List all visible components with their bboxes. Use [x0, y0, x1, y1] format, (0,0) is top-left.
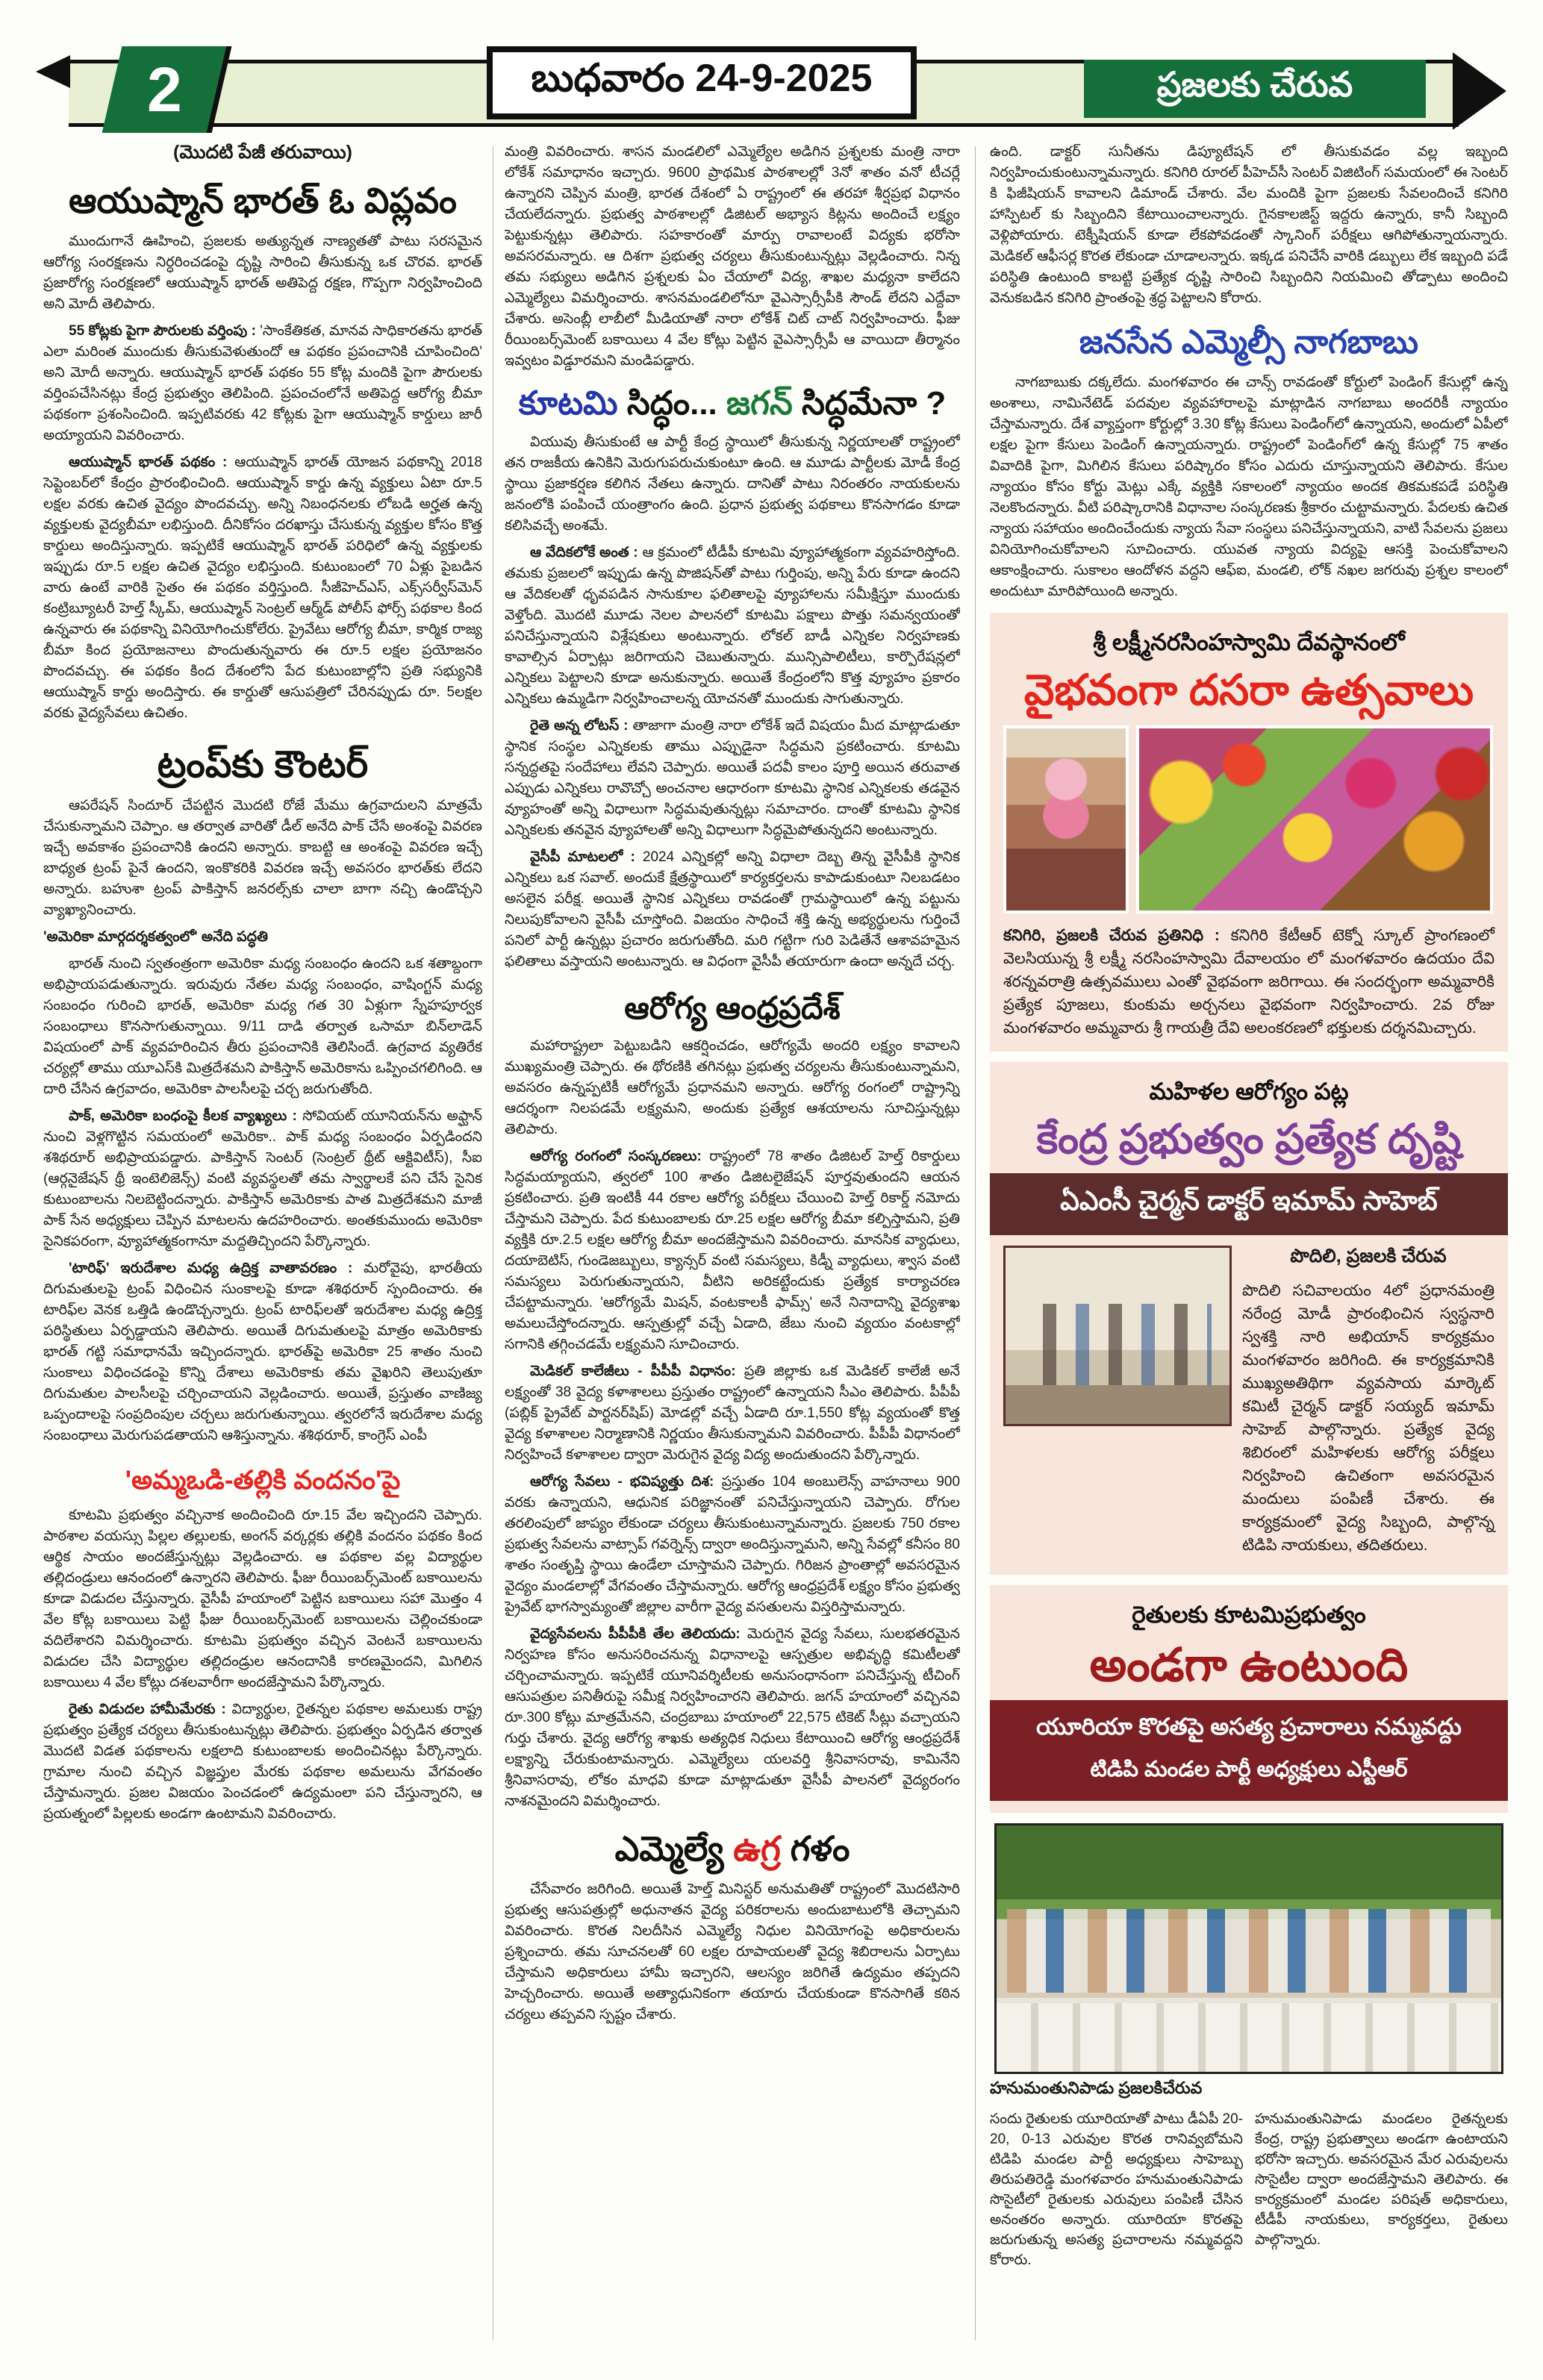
farmers-report	[990, 2109, 1508, 2276]
dasara-report: కనిగిరి, ప్రజలకి చేరువ ప్రతినిధి : కనిగిరి కేటీఆర్ టెక్నో స్కూల్ ప్రాంగణంలో వెలసియున్న శ్రీ లక్ష్మీ నరసింహస్వామి దేవాలయం లో మంగళవారం ఉదయం దేవి శరన్నవరాత్రి ఉత్సవములు ఎంతో వైభవంగా జరిగాయి. ఈ సందర్భంగా అమ్మవారికి ప్రత్యేక పూజలు, కుంకుమ అర్చనలు వైభవంగా నిర్వహించారు. 2వ రోజు మంగళవారం అమ్మవారు శ్రీ గాయత్రీ దేవి అలంకరణలో భక్తులకు దర్శనమిచ్చారు.	[1003, 927, 1495, 1037]
farmers-attribution-bar	[990, 1700, 1508, 1801]
paragraph: కూటమి ప్రభుత్వం వచ్చినాక అందించింది రూ.15 వేల ఇచ్చిందని చెప్పారు. పాఠశాల వయస్సు పిల్లల తల్లులకు, అంగన్ వర్కర్లకు తల్లికి వందనం పథకం కింద ఆర్థిక సాయం అందజేస్తున్నట్లు వెల్లడించారు. ఆ పథకాల వల్ల విద్యార్థుల తల్లిదండ్రులు ఆనందంలో ఉన్నారని తెలిపారు. ఫీజు రీయింబర్స్‌మెంట్ బకాయిలను కూడా విడుదల చేస్తున్నారు. వైసీపీ హయాంలో పెట్టిన బకాయిలు సహా మొత్తం 4 వేల కోట్ల బకాయిలు పెట్టి ఫీజు రీయింబర్స్‌మెంట్ బకాయిలను చెల్లించకుండా వదిలేశారని విమర్శించారు. కూటమి ప్రభుత్వం వచ్చిన వెంటనే బకాయిలను విడుదల చేసి విద్యార్థుల తల్లిదండ్రుల ఆనందానికి కారణమైందని, మిగిలిన బకాయిలు 4 వేల కోట్లు దశలవారీగా అందజేస్తామని పేర్కొన్నారు.	[43, 1507, 482, 1690]
paragraph: ఉంది. డాక్టర్ సునీతను డిప్యూటేషన్ లో తీసుకువడం వల్ల ఇబ్బంది నిర్వహించుకుంటున్నామన్నారు. కనిగిరి రూరల్ పీహెచ్‌సీ సెంటర్ విజిటింగ్ సమయంలో ఈ సెంటర్ కి ఫిజీషియన్ కావాలని డిమాండ్ చేశారు. వేల మందికి పైగా ప్రజలకు సేవలందించే కనిగిరి హాస్పిటల్ కు సిబ్బందిని కేటాయించాలన్నారు. గైనకాలజిస్ట్ ఇద్దరు ఉన్నారు, కానీ సిబ్బంది వెళ్లిపోయారు. టెక్నీషియన్ కూడా లేకపోవడంతో స్కానింగ్ పరీక్షలు ఆగిపోతున్నాయన్నారు. మెడికల్ ఆఫీసర్ల కొరత లేకుండా చూడాలన్నారు. ఇక్కడ పనిచేసే వారికి డబ్బులు లేక ఇబ్బంది పడే పరిస్థితి ఉంటుంది కాబట్టి ప్రత్యేక దృష్టి సారించి సిబ్బందిని నియమించి తోడ్పాటు అందించి వెనుకబడిన కనిగిరి ప్రాంతంపై శ్రద్ధ పెట్టాలని కోరారు.	[990, 144, 1508, 306]
band-left-arrow-icon	[36, 55, 70, 88]
column-2	[505, 142, 960, 2362]
headline-janasena-nagababu: జనసేన ఎమ్మెల్సీ నాగబాబు	[1079, 324, 1419, 360]
page-number-badge	[102, 46, 232, 133]
headline-mla-ugra-galam: ఎమ్మెల్యే ఉగ్ర గళం	[614, 1829, 850, 1869]
headline-arogya-andhrapradesh: ఆరోగ్య ఆంధ్రప్రదేశ్	[624, 990, 841, 1026]
paragraph: పాక్, అమెరికా బంధంపై కీలక వ్యాఖ్యలు : సోవియట్ యూనియన్‌ను అఫ్ఘాన్ నుంచి వెళ్లగొట్టిన సమయంలో అమెరికా.. పాక్ మధ్య సంబంధం ఏర్పడిందని శశిథరూర్ అభిప్రాయపడ్డారు. పాకిస్తాన్ సెంటర్ (సెంట్రల్ థ్రీట్ ఆక్టివిటీస్), సీఐ (ఆర్గనైజేషన్ థ్రీ ఇంటెలిజెన్స్) వంటి వ్యవస్థలతో తమ స్వార్థాలకే పని చేసే సైనిక కుటుంబాలను నిలబెట్టిందన్నారు. పాకిస్తాన్ అమెరికాకు పాత మిత్రదేశమని మాజీ పాక్ సేన అధ్యక్షులు చెప్పిన మాటలను ఉదహరించారు. అంతకుముందు అమెరికా సైనికపరంగా, వ్యూహాత్మకంగానూ మద్దతిచ్చిందని పేర్కొన్నారు.	[43, 1108, 482, 1249]
paragraph: హనుమంతునిపాడు మండలం రైతన్నలకు కేంద్ర, రాష్ట్ర ప్రభుత్వాలు అండగా ఉంటాయని భరోసా ఇచ్చారు. అవసరమైన మేర ఎరువులను సొసైటీల ద్వారా అందజేస్తామని తెలిపారు. ఈ కార్యక్రమంలో మండల పరిషత్ అధికారులు, టీడీపీ నాయకులు, కార్యకర్తలు, రైతులు పాల్గొన్నారు.	[1255, 2111, 1508, 2248]
health-photo-row	[1003, 1246, 1494, 1563]
headline-kutami-siddham: కూటమి సిద్ధం... జగన్ సిద్ధమేనా ?	[518, 385, 947, 422]
paragraph: ముందుగానే ఊహించి, ప్రజలకు అత్యున్నత నాణ్యతతో పాటు సరసమైన ఆరోగ్య సంరక్షణను నిర్ధరించడంపై దృష్టి సారించి తీసుకున్న ఒక చొరవ. భారత్ ప్రజారోగ్య సంరక్షణలో ఆయుష్మాన్ భారత్ అతిపెద్ద రక్షణ, గొప్పగా నిర్వహించింది అని మోదీ తెలిపారు.	[43, 233, 482, 312]
masthead-title: ప్రజలకు చేరువ	[1156, 65, 1353, 104]
paragraph: రైతు విడుదల హామీమేరకు : విద్యార్థుల, రైతన్నల పథకాల అమలుకు రాష్ట్ర ప్రభుత్వం ప్రత్యేక చర్యలు తీసుకుంటున్నట్లు తెలిపారు. ప్రభుత్వం ఏర్పడిన తర్వాత మొదటి విడత పథకాలను లక్షలాది కుటుంబాలకు అందించినట్లు పేర్కొన్నారు. గ్రామాల నుంచి వచ్చిన విజ్ఞప్తుల మేరకు పథకాల అమలును వేగవంతం చేస్తామన్నారు. ప్రజల విజయం పెంచడంలో ఉద్యమంలా పని చేస్తున్నారని, ఆ ప్రయత్నంలో పిల్లలకు అండగా ఉంటామని వివరించారు.	[43, 1701, 482, 1822]
dasara-feature-box	[990, 613, 1508, 1052]
continuation-note: (మొదటి పేజీ తరువాయి)	[173, 142, 352, 163]
column-divider	[975, 146, 976, 2340]
paragraph: నాగబాబుకు దక్కలేదు. మంగళవారం ఈ చాన్స్ రావడంతో కోర్టులో పెండింగ్ కేసుల్లో ఉన్న అంశాలు, నామినేటెడ్ పదవుల వ్యవహారాలపై మాట్లాడిన నాగబాబు అందరికీ న్యాయం చేస్తామన్నారు. దేశ వ్యాప్తంగా కోర్టుల్లో 3.30 కోట్ల కేసులు పెండింగ్‌లో ఉన్నాయని, అందులో ఏపీలో లక్షల పైగా కేసులు పెండింగ్ ఉన్నాయన్నారు. రాష్ట్రంలో పెండింగ్‌లో ఉన్న కేసుల్లో 75 శాతం వివాదికి పైగా, మిగిలిన కేసులు పరిష్కారం కోసం ఎదురు చూస్తున్నాయని తెలిపారు. కేసుల న్యాయం కోసం కోర్టు మెట్లు ఎక్కే వ్యక్తికి సకాలంలో న్యాయం అందక తికమకపడే పరిస్థితి నెలకొందన్నారు. వీటి పరిష్కారానికి విధానాల సంస్కరణకు శ్రీకారం చుట్టామన్నారు. పేదలకు ఉచిత న్యాయ సహాయం అందించేందుకు న్యాయ సేవా సంస్థలు పనిచేస్తున్నాయని, వాటి సేవలను ప్రజలు వినియోగించుకోవాలని సూచించారు. యువత న్యాయ విద్యపై ఆసక్తి పెంచుకోవాలని ఆకాంక్షించారు. సుకాలం ఆందోళన వద్దని ఆఫ్ఐ, మండలి, లోక్ నఖల జగరువు ప్రశ్నల కాలంలో అందుటూ మారిపోయింది అన్నారు.	[990, 375, 1508, 600]
health-byline: పొదిలి, ప్రజలకి చేరువ	[1290, 1245, 1447, 1266]
paragraph: ఆరోగ్య సేవలు - భవిష్యత్తు దిశ: ప్రస్తుతం 104 అంబులెన్స్ వాహనాలు 900 వరకు ఉన్నాయని, ఆధునిక పరిజ్ఞానంతో పనిచేస్తున్నాయని చెప్పారు. రోగుల తరలింపులో జాప్యం లేకుండా చర్యలు తీసుకుంటున్నామన్నారు. ప్రజలకు 750 రకాల ప్రభుత్వ సేవలను వాట్సాప్ గవర్నెన్స్ ద్వారా అందిస్తున్నామని, అన్ని సేవల్లో కనీసం 80 శాతం సంతృప్తి స్థాయి ఉండేలా చూస్తామని చెప్పారు. గిరిజన ప్రాంతాల్లో అవసరమైన వైద్యం మండలాల్లో వేగవంతం చేస్తామన్నారు. ఆరోగ్య ఆంధ్రప్రదేశ్ లక్ష్యం కోసం ప్రభుత్వ ప్రైవేట్ భాగస్వామ్యంతో జిల్లాల వారీగా వైద్య వసతులను విస్తరిస్తామన్నారు.	[505, 1474, 960, 1616]
farm-photo-caption: హనుమంతునిపాడు ప్రజలకిచేరువ	[990, 2078, 1203, 2097]
flower-decoration-photo	[1136, 725, 1493, 913]
edition-date: బుధవారం 24-9-2025	[531, 56, 873, 100]
people-figures	[1023, 1304, 1212, 1385]
paragraph: మంత్రి వివరించారు. శాసన మండలిలో ఎమ్మెల్యేల అడిగిన ప్రశ్నలకు మంత్రి నారా లోకేశ్ సమాధానం ఇచ్చారు. 9600 ప్రాథమిక పాఠశాలల్లో 3నో శాతం వనో టీచర్లే ఉన్నారని చెప్పిన మంత్రి, భారత దేశంలో ఏ రాష్ట్రంలో ఈ తరహా శీర్షప్రభ విధానం చేయలేదన్నారు. ప్రభుత్వ పాఠశాలల్లో డిజిటల్ అభ్యాస కిట్లను అందించే లక్ష్యం పెట్టుకున్నట్లు తెలిపారు. సహకారంతో మార్పు రావాలంటే విద్యకు భరోసా అవసరమన్నారు. ఆ దిశగా ప్రభుత్వ చర్యలు తీసుకుంటున్నట్లు వెల్లడించారు. నిన్న తమ సభ్యులు అడిగిన ప్రశ్నలకు ఏం చేయాలో విద్య, శాఖల మధ్యనా కాలేదని ఎమ్మెల్యేలు విమర్శించారు. శాసనమండలిలోనూ వైఎస్సార్సీపీకి సౌండ్ లేదని ఎద్దేవా చేశారు. అసెంబ్లీ లాబీలో మీడియాతో నారా లోకేశ్ చిట్ చాట్ నిర్వహించారు. ఫీజు రీయింబర్స్‌మెంట్ బకాయిలు 4 వేల కోట్లు పెట్టిన వైఎస్సార్సీపీ ఆ వాయిదా తీర్మానం ఇవ్వటం విడ్డూరమని మండిపడ్డారు.	[505, 144, 960, 369]
column-1	[43, 142, 482, 2362]
masthead	[1084, 60, 1426, 118]
headline-kendra-drushti: కేంద్ర ప్రభుత్వం ప్రత్యేక దృష్టి	[1036, 1116, 1462, 1163]
page-number: 2	[146, 54, 182, 125]
paragraph: భారత్ నుంచి స్వతంత్రంగా అమెరికా మధ్య సంబంధం ఉందని ఒక శతాబ్దంగా అభిప్రాయపడుతున్నారు. ఇరువురు నేతల మధ్య సంబంధం, వాషింగ్టన్ మధ్య సంబంధం గురించి భారత్, అమెరికా మధ్య గత 30 ఏళ్లుగా స్నేహపూర్వక సంబంధాలు కొనసాగుతున్నాయి. 9/11 దాడి తర్వాత ఒసామా బిన్‌లాడెన్ విషయంలో పాక్ వ్యవహరించిన తీరు ప్రపంచానికి తెలిసిందే. ఉగ్రవాద వ్యతిరేక చర్యల్లో తాము యూఎస్‌కి మిత్రదేశమని పాకిస్తాన్ అమెరికాను ఒప్పించగలిగింది. ఆ దారి చేసిన ఉగ్రవాదం, అమెరికా పాలసీలపై చర్చ జరుగుతోంది.	[43, 955, 482, 1097]
date-box	[487, 46, 917, 119]
health-report	[1242, 1246, 1494, 1563]
paragraph: ఆరోగ్య రంగంలో సంస్కరణలు: రాష్ట్రంలో 78 శాతం డిజిటల్ హెల్త్ రికార్డులు సిద్ధమయ్యాయని, త్వరలో 100 శాతం డిజిటలైజేషన్ పూర్తవుతుందని ఆయన ప్రకటించారు. ప్రతి ఇంటికీ 44 రకాల ఆరోగ్య పరీక్షలు చేయించి హెల్త్ రికార్డ్ నమోదు చేస్తామని చెప్పారు. పేద కుటుంబాలకు రూ.25 లక్షల ఆరోగ్య బీమా కల్పిస్తామని, ప్రతి వ్యక్తికి రూ.2.5 లక్షల ఆరోగ్య బీమా అందజేస్తామని వివరించారు. మానసిక వ్యాధులు, దయాబెటిస్, గుండెజబ్బులు, క్యాన్సర్ వంటి సమస్యలు, కిడ్నీ వ్యాధులు, శ్వాస వంటి సమస్యలు పెరుగుతున్నాయని, వీటిని అరికట్టేందుకు ప్రత్యేక కార్యాచరణ చేపట్టామన్నారు. 'ఆరోగ్యమే మిషన్, వంటకాలకీ ఫామ్స్' అనే నినాదాన్ని వైద్యశాఖ అమలుచేస్తోందన్నారు. ఆస్పత్రుల్లో వచ్చే ఏడాది, జేబు నుంచి వ్యయం వంటకాల్లో సగానికి తగ్గించడమే లక్ష్యమని సూచించారు.	[505, 1149, 960, 1353]
fertilizer-distribution-photo	[994, 1823, 1503, 2074]
medical-camp-photo	[1003, 1246, 1232, 1426]
paragraph: ఆపరేషన్ సిందూర్ చేపట్టిన మొదటి రోజే మేము ఉగ్రవాదులని మాత్రమే చేసుకున్నామని చెప్పాం. ఆ తర్వాత వారితో డీల్ అనేది పాక్ చేసే అంశంపై వివరణ ఇచ్చే అవకాశం ప్రపంచానికి ఉందని అన్నారు. కాబట్టి ఆ అంశంపై వివరణ ఇచ్చే బాధ్యత ట్రంప్ పైనే ఉందని, ఇంకొకరికి వివరణ ఇచ్చే అవసరం భారత్‌కు లేదని అన్నారు. బహుశా ట్రంప్ పాకిస్తాన్ జనరల్స్‌కు చాలా బాగా నచ్చి ఉండొచ్చని వ్యాఖ్యానించారు.	[43, 797, 482, 918]
band-right-arrow-icon	[1453, 52, 1506, 130]
paragraph: మెడికల్ కాలేజీలు - పీపీపీ విధానం: ప్రతి జిల్లాకు ఒక మెడికల్ కాలేజీ అనే లక్ష్యంతో 38 వైద్య కళాశాలలు ప్రస్తుతం రాష్ట్రంలో ఉన్నాయని సీఎం తెలిపారు. పీపీపీ (పబ్లిక్ ప్రైవేట్ పార్టనర్‌షిప్) మోడల్లో వచ్చే ఏడాది రూ.1,550 కోట్ల వ్యయంతో కొత్త వైద్య కళాశాలల నిర్మాణానికి నిర్ణయం తీసుకున్నామని వివరించారు. పీపీపీ విధానంలో నిర్వహించే కళాశాలల ద్వారా మెరుగైన వైద్య విద్య అందుతుందని పేర్కొన్నారు.	[505, 1364, 960, 1464]
farmers-feature-box	[990, 1585, 1508, 1813]
paragraph: వైద్యసేవలను పీపీపీకి తేల తెలియదు: మెరుగైన వైద్య సేవలు, సులభతరమైన నిర్వహణ కోసం అనుసరించనున్న విధానాలపై ఆస్పత్రుల అభివృద్ధి కమిటీలతో చర్చించామన్నారు. ఇప్పటికే యూనివర్శిటీలకు అనుసంధానంగా పనిచేస్తున్న టీచింగ్ ఆసుపత్రుల పనితీరుపై సమీక్ష నిర్వహించారని తెలిపారు. జగన్ హయాంలో వచ్చినవి రూ.300 కోట్లు మాత్రమేనని, చంద్రబాబు హయాంలో 22,575 టికెట్ సీట్లు వచ్చాయని గుర్తు చేశారు. వైద్య ఆరోగ్య శాఖకు అత్యధిక నిధులు కేటాయించి ఆరోగ్య ఆంధ్రప్రదేశ్ లక్ష్యాన్ని చేరుకుంటామన్నారు. ఎమ్మెల్యేలు యలవర్తి శ్రీనివాసరావు, కామినేని శ్రీనివాసరావు, లోకం మాధవి కూడా మాట్లాడుతూ వైసీపీ పాలనలో వైద్యరంగం నాశనమైందని విమర్శించారు.	[505, 1626, 960, 1810]
column-3	[990, 142, 1508, 2362]
paragraph: పొదిలి సచివాలయం 4లో ప్రధానమంత్రి నరేంద్ర మోడీ ప్రారంభించిన స్వస్థనారి స్వశక్తి నారి అభియాన్ కార్యక్రమం మంగళవారం జరిగింది. ఈ కార్యక్రమానికి ముఖ్యఅతిథిగా వ్యవసాయ మార్కెట్ కమిటీ చైర్మన్ డాక్టర్ సయ్యద్ ఇమామ్ సాహెబ్ పాల్గొన్నారు. ప్రత్యేక వైద్య శిబిరంలో మహిళలకు ఆరోగ్య పరీక్షలు నిర్వహించి ఉచితంగా అవసరమైన మందులు పంపిణీ చేశారు. ఈ కార్యక్రమంలో వైద్య సిబ్బంది, పాల్గొన్న టిడిపి నాయకులు, తదితరులు.	[1242, 1281, 1494, 1554]
headline-ammavodi: 'అమ్మఒడి-తల్లికి వందనం'పై	[125, 1465, 401, 1495]
paragraph: రైతె అన్న లోటస్ : తాజాగా మంత్రి నారా లోకేశ్ ఇదే విషయం మీద మాట్లాడుతూ స్థానిక సంస్థల ఎన్నికలకు తాము ఎప్పుడైనా సిద్ధమని ప్రకటించారు. కూటమి సన్నద్ధతపై సందేహాలు లేవని చెప్పారు. అయితే పదవీ కాలం పూర్తి అయిన తరువాత ఎప్పుడు ఎన్నికలు రావొచ్చో అంచనాల ఆధారంగా కూటమి స్థానిక ఎన్నికలకు తడవైన వ్యూహంతో అన్ని విధాలుగా సిద్ధమవుతున్నట్లు సమాచారం. దాంతో కూటమి స్థానిక ఎన్నికలకు తనవైన వ్యూహాలతో అన్ని విధాలుగా సిద్ధమైపోతున్నదని అంటున్నారు.	[505, 718, 960, 839]
headline-dasara-utsavalu: వైభవంగా దసరా ఉత్సవాలు	[1023, 666, 1474, 715]
headline-trump-counter: ట్రంప్‌కు కౌంటర్	[157, 743, 369, 785]
health-kicker: మహిళల ఆరోగ్యం పట్ల	[1149, 1078, 1349, 1105]
paragraph: సందు రైతులకు యూరియాతో పాటు డీఏపీ 20-20, 0-13 ఎరువుల కొరత రానివ్వబోమని టిడిపి మండల పార్టీ అధ్యక్షులు సాహెబ్బు తిరుపతిరెడ్డి మంగళవారం హనుమంతునిపాడు సొసైటీలో రైతులకు ఎరువులు పంపిణీ చేసిన అనంతరం అన్నారు. యూరియా కొరతపై జరుగుతున్న అసత్య ప్రచారాలను నమ్మవద్దని కోరారు.	[990, 2111, 1243, 2268]
paragraph: 'టారిఫ్' ఇరుదేశాల మధ్య ఉద్రిక్త వాతావరణం : మరోవైపు, భారతీయ దిగుమతులపై ట్రంప్ విధించిన సుంకాలపై కూడా శశిథరూర్ స్పందించారు. ఈ టారిఫ్‌ల వెనక ఒత్తిడి ఉండొచ్చన్నారు. ట్రంప్ టారిఫ్‌లతో ఇరుదేశాల మధ్య ఉద్రిక్త పరిస్థితులు ఏర్పడ్డాయని తెలిపారు. అయితే దిగుమతులపై మాత్రం అమెరికాకు భారత్ గట్టి సమాధానమే ఇచ్చిందన్నారు. భారత్‌పై అమెరికా 25 శాతం నుంచి సుంకాలు విధించడంపై కొన్ని దేశాలు అమెరికాకు తమ వైఖరిని తెలుపుతూ దిగుమతుల పాలసీలపై చర్చించాయని వెల్లడించారు. అయితే, ప్రస్తుతం వాణిజ్య ఒప్పందాలపై సంప్రదింపుల చర్చలు జరుగుతున్నాయి. త్వరలోనే ఇరుదేశాల మధ్య సంబంధాలు మెరుగుపడతాయని ఆశిస్తున్నాను. శశిథరూర్, కాంగ్రెస్ ఎంపీ	[43, 1260, 482, 1443]
people-figures	[1007, 1909, 1491, 1993]
dasara-photo-row	[1003, 725, 1494, 913]
dasara-kicker: శ్రీ లక్ష్మీనరసింహస్వామి దేవస్థానంలో	[1093, 629, 1405, 656]
health-attribution-bar: ఏఎంసీ చైర్మన్ డాక్టర్ ఇమామ్ సాహెబ్	[990, 1173, 1508, 1235]
paragraph: 'అమెరికా మార్గదర్శకత్వంలో' అనేది పద్ధతి	[43, 928, 268, 945]
paragraph: వైసీపీ మాటలలో : 2024 ఎన్నికల్లో అన్ని విధాలా దెబ్బ తిన్న వైసీపీకి స్థానిక ఎన్నికలు ఒక సవాల్. అందుకే క్షేత్రస్థాయిలో కార్యకర్తలను కాపాడుకుంటూ నిలబడటం అసలైన పరీక్ష. అయితే స్థానిక ఎన్నికలు రావడంతో గ్రామస్థాయిలో ఉన్న పట్టును నిలుపుకోవాలని వైసీపీ చూస్తోంది. విజయం సాధించే శక్తి ఉన్న అభ్యర్థులను గుర్తించే పనిలో పార్టీ ఉన్నట్లు ప్రచారం జరుగుతోంది. మరి గట్టిగా గురి పెడితేనే ఆశావహమైన ఫలితాలు వస్తాయని అంటున్నారు. ఆ విధంగా వైసీపీ తయారుగా ఉందా అన్నదే చర్చ.	[505, 849, 960, 970]
farmers-kicker: రైతులకు కూటమిప్రభుత్వం	[1132, 1601, 1366, 1628]
paragraph: వియువు తీసుకుంటే ఆ పార్టీ కేంద్ర స్థాయిలో తీసుకున్న నిర్ణయాలతో రాష్ట్రంలో తన రాజకీయ ఉనికిని మెరుగుపరుచుకుంటూ ఉంది. ఆ మూడు పార్టీలకు మోడీ కేంద్ర స్థాయి ప్రజాకర్షణ కలిగిన నేతలు ఉన్నారు. దానితో పాటు నిరంతరం నాయకులను జనంలోకి పంపించే యంత్రాంగం ఉంది. ప్రధాన ప్రభుత్వ పథకాలు కొనసాగడం కూడా కలిసివచ్చే అంశమే.	[505, 434, 960, 534]
paragraph: మహారాష్ట్రలా పెట్టుబడిని ఆకర్షించడం, ఆరోగ్యమే అందరి లక్ష్యం కావాలని ముఖ్యమంత్రి చెప్పారు. ఈ థోరణికి తగినట్లు ప్రభుత్వ చర్యలను తీసుకుంటున్నామని, అవసరం ఉన్నప్పటికీ ఆరోగ్యమే ప్రధానమని అన్నారు. ఆరోగ్య రంగంలో రాష్ట్రాన్ని ఆదర్శంగా నిలపడమే లక్ష్యమని, అందుకు ప్రత్యేక ఆశయాలను సూచిస్తున్నట్లు తెలిపారు.	[505, 1038, 960, 1138]
paragraph: చేసేవారం జరిగింది. అయితే హెల్త్ మినిస్టర్ అనుమతితో రాష్ట్రంలో మొదటిసారి ప్రభుత్వ ఆసుపత్రుల్లో అధునాతన వైద్య పరికరాలను అందుబాటులోకి తెచ్చామని వివరించారు. కొరత నిలదీసిన ఎమ్మెల్యే నిధుల వినియోగంపై అధికారులను ప్రశ్నించారు. తమ సూచనలతో 60 లక్షల రూపాయలతో వైద్య శిబిరాలను ఏర్పాటు చేస్తామని అధికారులు హామీ ఇచ్చారని, ఆలస్యం జరిగితే ఉద్యమం తప్పదని హెచ్చరించారు. అయితే అత్యాధునికంగా తయారు చేయకుండా కొనసాగితే కఠిన చర్యలు తప్పవని స్పష్టం చేశారు.	[505, 1881, 960, 2023]
headline-andaga-untundi: అండగా ఉంటుంది	[1089, 1639, 1409, 1691]
paragraph: ఆ వేదికలోకే అంత : ఆ క్రమంలో టీడీపీ కూటమి వ్యూహాత్మకంగా వ్యవహరిస్తోంది. తమకు ప్రజలలో ఇప్పుడు ఉన్న పొజిషన్‌తో పాటు గుర్తింపు, అన్ని పేరు కూడా ఉందని ఆ వేదికలతో ధృవపడిన సానుకూల ఫలితాలపై వ్యూహాలను సమీక్షిస్తూ ముందుకు వెళ్తోంది. మొదటి మూడు నెలల పాలనలో కూటమి పక్షాలు పొత్తు సమన్వయంతో పనిచేస్తున్నాయని విశ్లేషకులు అంటున్నారు. లోకల్ బాడీ ఎన్నికల నిర్వహణకు కావాల్సిన ఏర్పాట్లు జరిగాయని చెబుతున్నారు. మున్సిపాలిటీలు, కార్పొరేషన్లలో ఎన్నికలు పెట్టాలని కూడా అనుకున్నారు. అయితే కేంద్రంలోని కొత్త వ్యూహం ప్రకారం ఎన్నికలు ఉమ్మడిగా నిర్వహించాలన్న యోచనతో ముందుకు సాగుతున్నారు.	[505, 545, 960, 708]
paragraph: 55 కోట్లకు పైగా పౌరులకు వర్తింపు : 'సాంకేతికత, మానవ సాధికారతను భారత్ ఎలా మరింత ముందుకు తీసుకువెళుతుందో ఆ పథకం ప్రపంచానికి చూపించింది' అని మోదీ అన్నారు. ఆయుష్మాన్ భారత్ పథకం 55 కోట్ల మందికి పైగా పౌరులకు వర్తింపచేసినట్లు కేంద్ర ప్రభుత్వం తెలిపింది. ప్రపంచంలోనే అతిపెద్ద ఆరోగ్య బీమా పథకంగా ప్రశంసించింది. ఇప్పటివరకు 42 కోట్లకు పైగా ఆయుష్మాన్ కార్డులు జారీ అయ్యాయని వివరించారు.	[43, 322, 482, 443]
headline-ayushman-bharat: ఆయుష్మాన్ భారత్ ఓ విప్లవం	[68, 181, 458, 220]
paragraph: ఆయుష్మాన్ భారత్ పథకం : ఆయుష్మాన్ భారత్ యోజన పథకాన్ని 2018 సెప్టెంబర్‌లో కేంద్రం ప్రారంభించింది. ఆయుష్మాన్ కార్డు ఉన్న వ్యక్తులు ఏటా రూ.5 లక్షల వరకు ఉచిత వైద్యం పొందవచ్చు. అన్ని నిబంధనలకు లోబడి అర్హత ఉన్న వ్యక్తులకు వైద్యబీమా లభిస్తుంది. దీనికోసం దరఖాస్తు చేసుకున్న వ్యక్తుల కోసం కొత్త కార్డులు అందిస్తున్నారు. ఇప్పటికే ఆయుష్మాన్ భారత్ పరిధిలో ఉన్న వ్యక్తులకు ఇప్పుడు రూ.5 లక్షల ఉచిత వైద్యం లభిస్తుంది. కుటుంబంలో 70 ఏళ్లు పైబడిన వారు ఉంటే వారికి సైతం ఈ పథకం వర్తిస్తుంది. సీజీహెచ్‌ఎస్, ఎక్స్‌సర్వీస్‌మెన్ కంట్రిబ్యూటరీ హెల్త్ స్కీమ్, ఆయుష్మాన్ సెంట్రల్ ఆర్మ్‌డ్ పోలీస్ ఫోర్స్ పథకాల కింద ఉన్నవారు ఈ పథకాన్ని వినియోగించుకోలేరు. ప్రైవేటు ఆరోగ్య బీమా, కార్మిక రాజ్య బీమా కింద ప్రయోజనాలు పొందుతున్నవారు ఈ రూ.5 లక్షల ప్రయోజనం పొందవచ్చు. ఈ పథకం కింద దేశంలోని పేద కుటుంబాల్లోని ప్రతి సభ్యునికి ఆయుష్మాన్ కార్డు అందిస్తారు. ఈ కార్డుతో ఆసుపత్రిలో చేరినప్పుడు రూ. 5లక్షల వరకు వైద్యసేవలు ఉచితం.	[43, 454, 482, 721]
tdp-president-line: టిడిపి మండల పార్టీ అధ్యక్షులు ఎస్టీఆర్	[1090, 1757, 1408, 1781]
temple-deity-photo	[1003, 725, 1129, 913]
urea-statement: యూరియా కొరతపై అసత్య ప్రచారాలు నమ్మవద్దు	[1036, 1713, 1462, 1740]
fertilizer-sacks	[997, 2003, 1501, 2072]
health-feature-box	[990, 1062, 1508, 1575]
